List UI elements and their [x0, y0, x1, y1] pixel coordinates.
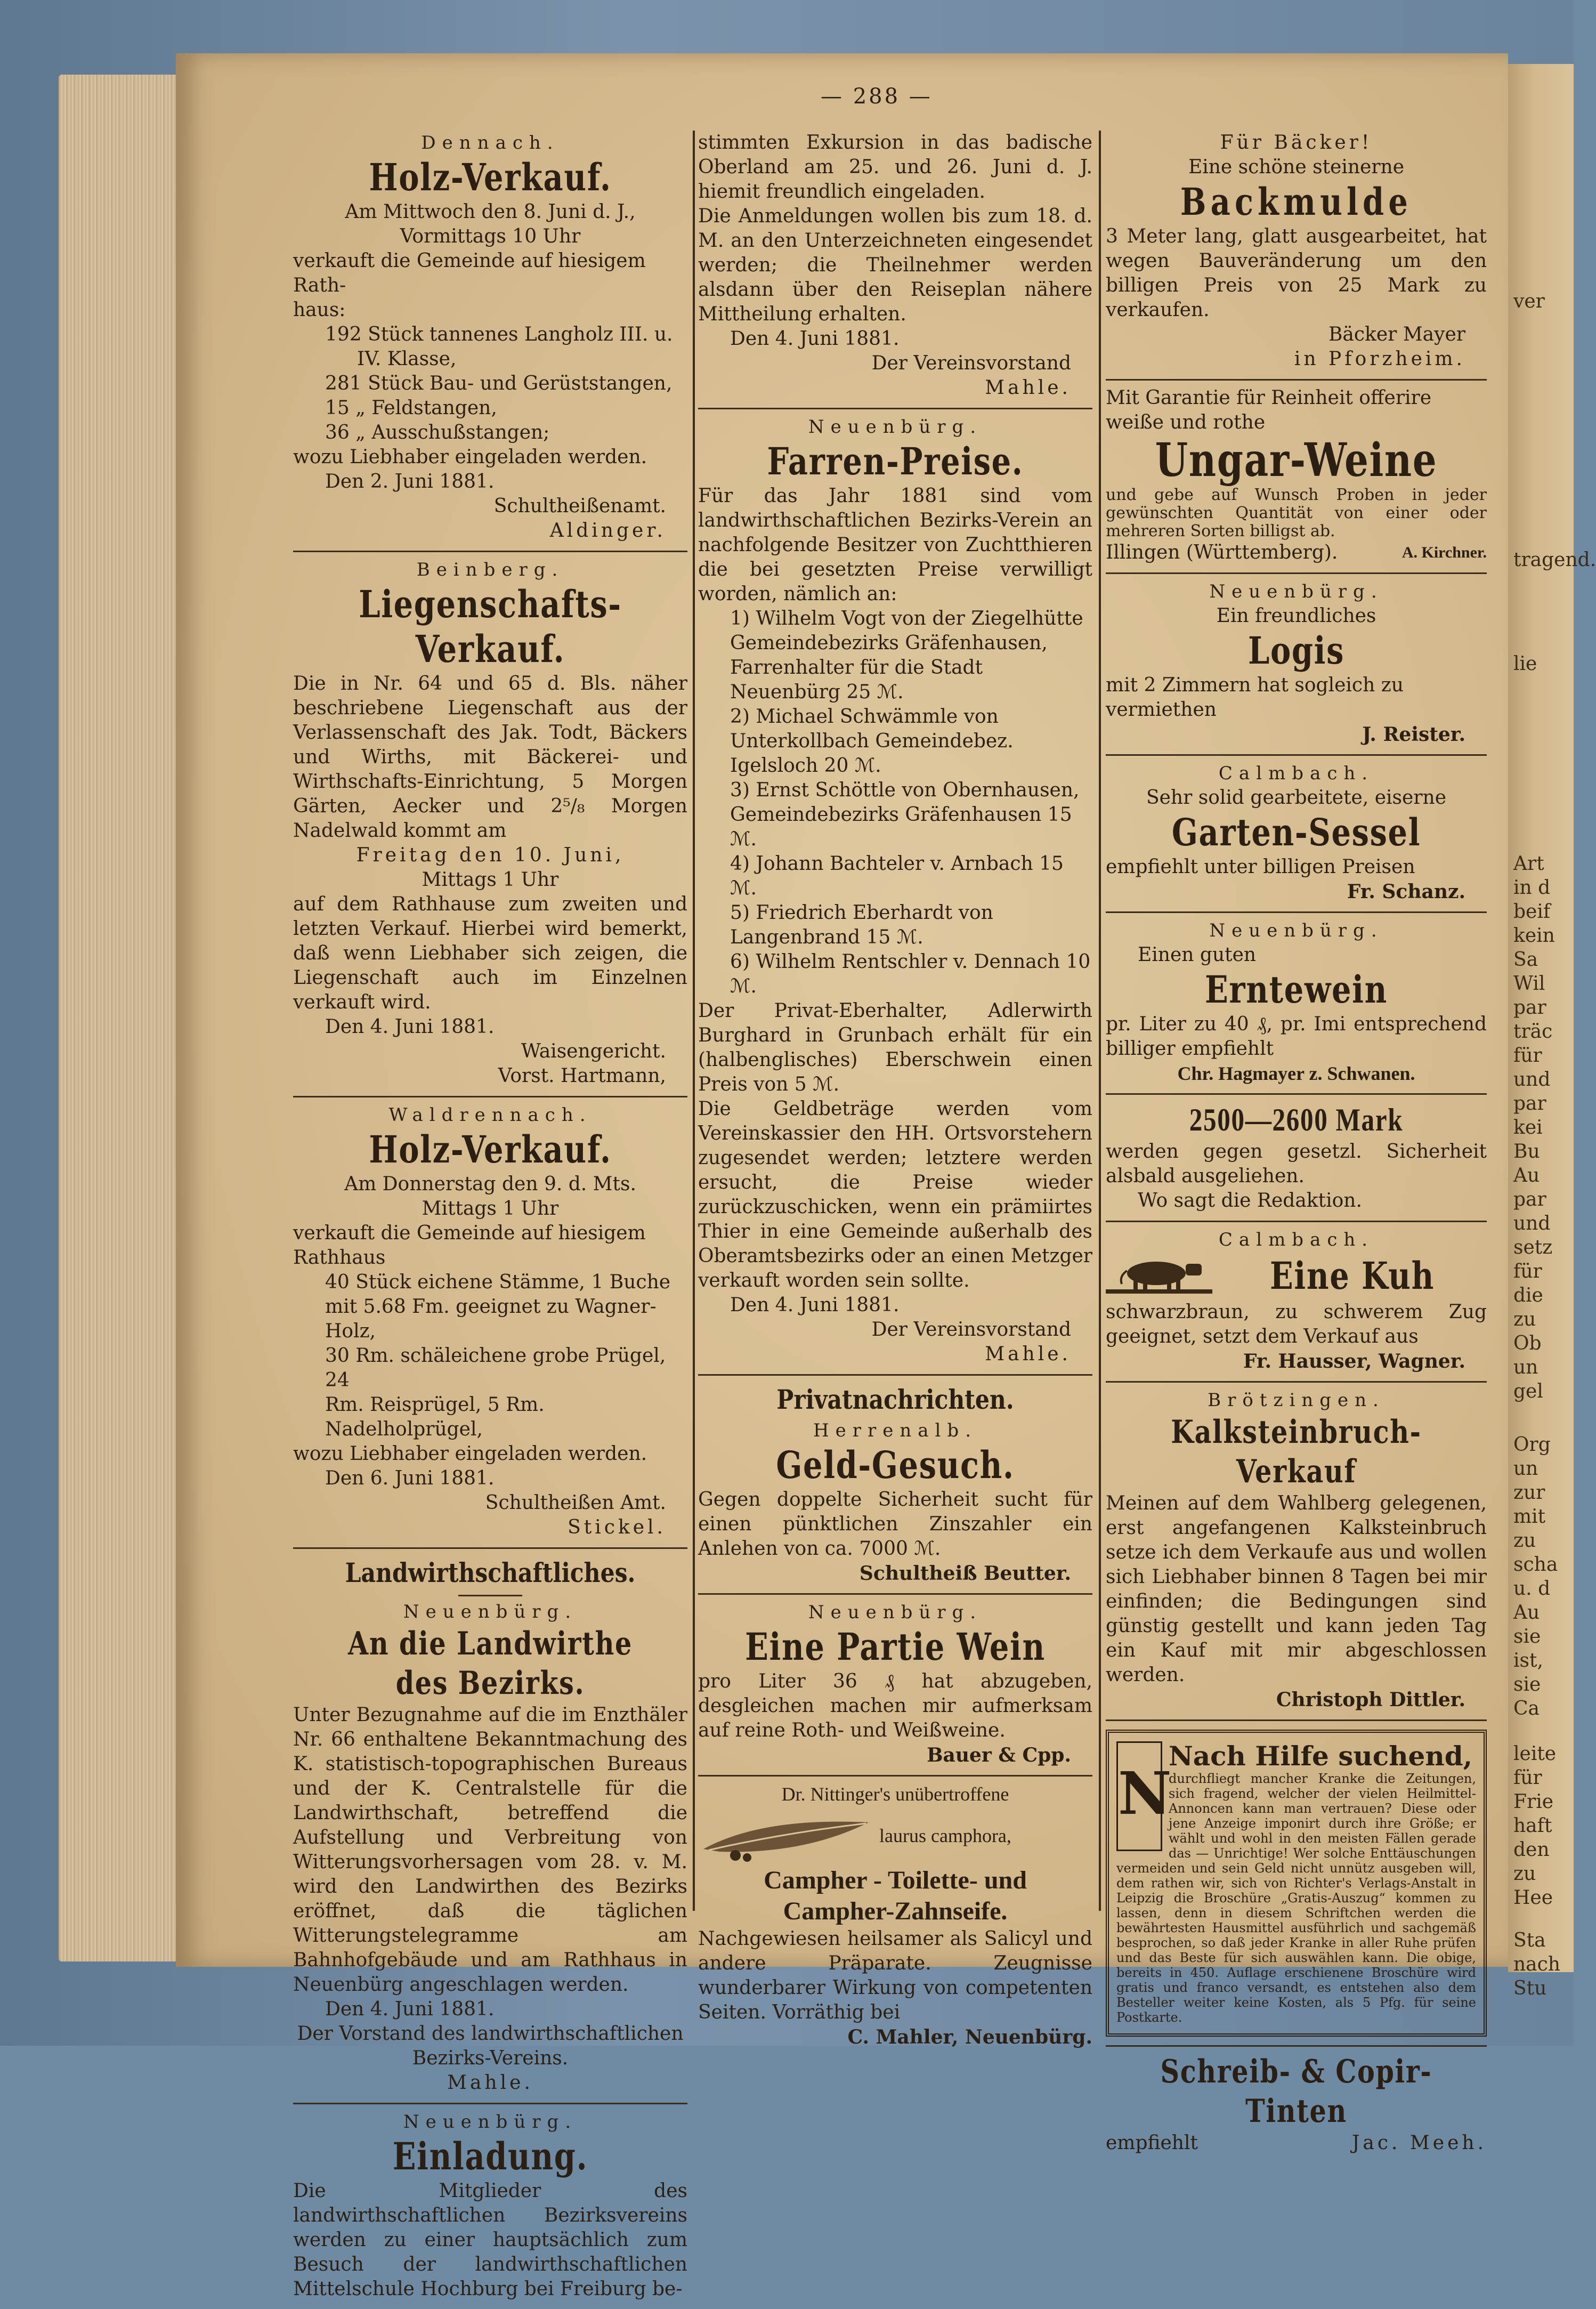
ad-geld-gesuch: [698, 1418, 1092, 1586]
ad-kalksteinbruch: [1106, 1388, 1487, 1712]
ad-einladung-continued: [698, 131, 1092, 400]
ad-headline: Logis: [1247, 628, 1345, 673]
ad-body: empfiehlt unter billigen Preisen: [1106, 856, 1415, 878]
short-divider: [458, 1595, 522, 1596]
next-page-fragment: Ob: [1513, 1333, 1542, 1354]
ad-item: 30 Rm. schäleichene grobe Prügel, 24: [325, 1345, 666, 1391]
ad-date: Den 4. Juni 1881.: [325, 1998, 495, 2020]
ad-signature: Bauer & Cpp.: [927, 1744, 1071, 1766]
divider: [1106, 379, 1487, 381]
ad-body: Die Geldbeträge werden vom Vereinskassier den HH. Ortsvorstehern zugesendet werden; letztere werden ersucht, die Preise wieder zurückzuschicken, wenn ein prämiirtes Thier in eine Gemeinde außerhalb des Oberamtsbezirks oder an einen Metzger verkauft worden sein sollte.: [698, 1098, 1092, 1291]
next-page-fragment: un: [1513, 1458, 1538, 1480]
next-page-fragment: par: [1513, 1189, 1546, 1210]
divider: [1106, 1093, 1487, 1095]
ad-leaf-row: [698, 1806, 1092, 1865]
ad-line: Einen guten: [1138, 944, 1257, 966]
column-rule-1: [693, 131, 695, 1911]
ad-body: Die in Nr. 64 und 65 d. Bls. näher beschriebene Liegenschaft aus der Verlassenschaft des Jak. Todt, Bäckers und Wirths, mit Bäckerei- und Wirthschafts-Einrichtung, 5 Morgen Gärten, Aecker und 2⁵/₈ Morgen Nadelwald kommt am: [293, 673, 687, 842]
ad-signature: Stickel.: [568, 1516, 666, 1538]
ad-signature: A. Kirchner.: [1401, 544, 1487, 561]
ad-2500-mark: [1106, 1100, 1487, 1213]
ad-item: IV. Klasse,: [357, 348, 457, 370]
divider: [293, 551, 687, 552]
ad-body: Meinen auf dem Wahlberg gelegenen, erst angefangenen Kalksteinbruch setze ich dem Verkaufe aus und wollen sich Liebhaber binnen 8 Tagen bei mir einfinden; die Bedingungen sind günstig gestellt und kann jeden Tag ein Kauf mit mir abgeschlossen werden.: [1106, 1492, 1487, 1686]
ad-line: haus:: [293, 299, 346, 321]
page-number: — 288 —: [821, 84, 933, 109]
ad-signature: Aldinger.: [549, 520, 666, 542]
next-page-fragment: den: [1513, 1839, 1550, 1861]
ad-signature: Mahle.: [985, 377, 1071, 399]
next-page-fragment: zu: [1513, 1309, 1536, 1330]
laurel-leaf-icon: [698, 1806, 879, 1865]
ad-signature: Jac. Meeh.: [1351, 2132, 1487, 2154]
next-page-fragment: u. d: [1513, 1578, 1551, 1600]
next-page-fragment: setz: [1513, 1237, 1553, 1258]
ad-farren-preise: [698, 415, 1092, 1367]
ad-body: Unter Bezugnahme auf die im Enzthäler Nr. 66 enthaltene Bekanntmachung des K. statistisch-topographischen Bureaus und der K. Centralstelle für die Landwirthschaft, betreffend die Aufstellung und Verbreitung von Witterungsvorhersagen vom 28. v. M. wird den Landwirthen des Bezirks eröffnet, daß die täglichen Witterungstelegramme am Bahnhofgebäude und am Rathhaus in Neuenbürg angeschlagen werden.: [293, 1704, 687, 1996]
column-2: [698, 131, 1092, 2057]
divider: [1106, 1221, 1487, 1222]
ad-body: auf dem Rathhause zum zweiten und letzten Verkauf. Hierbei wird bemerkt, daß wenn Liebhaber sich zeigen, die Liegenschaft auch im Einzelnen verkauft wird.: [293, 893, 687, 1013]
next-page-fragment: ver: [1513, 290, 1545, 312]
ad-item: 281 Stück Bau- und Gerüststangen,: [325, 373, 673, 394]
next-page-fragment: Au: [1513, 1602, 1540, 1624]
ad-place: Neuenbürg.: [1209, 920, 1383, 941]
next-page-fragment: beif: [1513, 901, 1551, 923]
ad-date: Den 4. Juni 1881.: [325, 1016, 495, 1038]
ad-headline: Farren-Preise.: [767, 439, 1024, 483]
ad-signature: Schultheißenamt.: [493, 495, 666, 517]
ad-hilfe-suchend-box: [1106, 1730, 1487, 2037]
ad-heading: Für Bäcker!: [1220, 132, 1373, 154]
divider: [1106, 911, 1487, 913]
next-page-fragment: lie: [1513, 653, 1537, 675]
ad-place: Dennach.: [421, 132, 560, 154]
next-page-fragment: sie: [1513, 1626, 1541, 1648]
ad-line: Vormittags 10 Uhr: [400, 225, 581, 247]
next-page-fragment: scha: [1513, 1554, 1558, 1576]
ad-body: und gebe auf Wunsch Proben in jeder gewünschten Quantität von einer oder mehreren Sorten billigst ab.: [1106, 486, 1487, 540]
next-page-fragment: für: [1513, 1767, 1542, 1789]
ad-line: wozu Liebhaber eingeladen werden.: [293, 1443, 647, 1465]
next-page-fragment: nach: [1513, 1953, 1560, 1975]
ad-signature: Chr. Hagmayer z. Schwanen.: [1177, 1063, 1415, 1084]
next-page-fragment: zu: [1513, 1863, 1536, 1885]
divider: [698, 1775, 1092, 1777]
divider: [1106, 2045, 1487, 2047]
ad-line: Mittags 1 Uhr: [422, 1198, 559, 1220]
next-page-fragment: par: [1513, 997, 1546, 1019]
ad-signature: Bäcker Mayer: [1328, 324, 1465, 345]
ad-place: Neuenbürg.: [403, 2111, 578, 2133]
ad-headline: Geld-Gesuch.: [776, 1443, 1015, 1487]
divider: [1106, 572, 1487, 574]
ad-signature: Schultheißen Amt.: [485, 1492, 666, 1514]
next-page-fragment: gel: [1513, 1380, 1543, 1402]
divider: [293, 1547, 687, 1549]
ad-signature-row: [1106, 540, 1487, 565]
ad-signature: Mahle.: [447, 2072, 533, 2094]
ad-body: Nachgewiesen heilsamer als Salicyl und andere Präparate. Zeugnisse wunderbarer Wirkung von competenten Seiten. Vorräthig bei: [698, 1928, 1092, 2023]
next-page-fragment: für: [1513, 1045, 1542, 1067]
section-title: Privatnachrichten.: [776, 1384, 1014, 1415]
ad-body: Gegen doppelte Sicherheit sucht für einen pünktlichen Zinszahler ein Anlehen von ca. 7000 ℳ.: [698, 1489, 1092, 1560]
ad-item: mit 5.68 Fm. geeignet zu Wagner-Holz,: [325, 1296, 657, 1342]
column-1: [293, 131, 687, 2309]
ad-signature: Illingen (Württemberg).: [1106, 542, 1338, 563]
ad-signature: Der Vorstand des landwirthschaftlichen: [297, 2023, 684, 2045]
ad-signature: Fr. Hausser, Wagner.: [1243, 1350, 1465, 1373]
column-rule-2: [1099, 131, 1101, 1911]
cow-icon: [1106, 1252, 1212, 1300]
ad-body: werden gegen gesetzl. Sicherheit alsbald ausgeliehen.: [1106, 1141, 1487, 1187]
ad-signature: Bezirks-Vereins.: [412, 2047, 569, 2069]
ad-headline: 2500—2600 Mark: [1189, 1102, 1404, 1137]
next-page-fragment: Org: [1513, 1434, 1551, 1456]
ad-signature: Der Vereinsvorstand: [871, 352, 1071, 374]
list-item: 2) Michael Schwämmle von Unterkollbach Gemeindebez. Igelsloch 20 ℳ.: [730, 706, 1014, 777]
ad-place: Waldrennach.: [388, 1104, 592, 1126]
ad-date: Den 2. Juni 1881.: [325, 471, 495, 493]
next-page-fragment: und: [1513, 1069, 1551, 1091]
next-page-fragment: sie: [1513, 1674, 1541, 1696]
ad-place: Calmbach.: [1218, 1229, 1374, 1250]
ad-line: verkauft die Gemeinde auf hiesigem Rath-: [293, 250, 646, 296]
ad-backmulde: [1106, 131, 1487, 372]
ad-line: empfiehlt: [1106, 2132, 1198, 2154]
ad-place: Neuenbürg.: [808, 1602, 983, 1623]
ad-line: laurus camphora,: [879, 1825, 1011, 1846]
ad-date: Den 4. Juni 1881.: [730, 328, 900, 350]
ad-body: pr. Liter zu 40 ₰, pr. Imi entsprechend billiger empfiehlt: [1106, 1013, 1487, 1060]
ad-signature: Christoph Dittler.: [1276, 1689, 1465, 1711]
next-page-fragment: Hee: [1513, 1887, 1553, 1909]
ad-kuh: [1106, 1228, 1487, 1374]
ad-headline: Liegenschafts-Verkauf.: [359, 582, 622, 671]
ad-line: wozu Liebhaber eingeladen werden.: [293, 446, 647, 468]
ad-signature: Mahle.: [985, 1343, 1071, 1365]
next-page-fragment: für: [1513, 1261, 1542, 1282]
ad-headline-row: [1106, 1252, 1487, 1300]
ad-headline: Ungar-Weine: [1155, 433, 1438, 487]
ad-erntewein: [1106, 918, 1487, 1086]
ad-item: 15 „ Feldstangen,: [325, 397, 497, 419]
ad-einladung: [293, 2110, 687, 2302]
ad-line: Freitag den 10. Juni,: [356, 844, 625, 866]
ad-place: Calmbach.: [1218, 763, 1374, 784]
next-page-strip: [1508, 64, 1596, 1999]
ad-signature: Der Vereinsvorstand: [871, 1319, 1071, 1341]
ad-headline: Erntewein: [1205, 967, 1388, 1012]
ad-place: Neuenbürg.: [1209, 581, 1383, 602]
ad-line: Mit Garantie für Reinheit offerire weiße und rothe: [1106, 387, 1432, 433]
next-page-fragment: Stu: [1513, 1977, 1547, 1999]
ad-headline: Eine Kuh: [1269, 1254, 1435, 1298]
ornamental-initial: N: [1116, 1741, 1162, 1851]
ad-body: mit 2 Zimmern hat sogleich zu vermiethen: [1106, 674, 1404, 721]
next-page-fragment: Wil: [1513, 973, 1545, 995]
ad-headline: Eine Partie Wein: [745, 1625, 1046, 1669]
ad-body: Für das Jahr 1881 sind vom landwirthschaftlichen Bezirks-Verein an nachfolgende Besitzer von Zuchtthieren die bei gesetzten Preise verwilligt worden, nämlich an:: [698, 485, 1092, 605]
ad-signature-row: [1106, 2131, 1487, 2155]
ad-headline: Schreib- & Copir-Tinten: [1160, 2053, 1432, 2130]
next-page-fragment: Art: [1513, 853, 1544, 875]
next-page-fragment: und: [1513, 1213, 1551, 1234]
list-item: 5) Friedrich Eberhardt von Langenbrand 15 ℳ.: [730, 902, 993, 948]
ad-signature: Waisengericht.: [521, 1040, 666, 1062]
next-page-fragment: kei: [1513, 1117, 1543, 1139]
ad-partie-wein: [698, 1600, 1092, 1767]
ad-body: Die Anmeldungen wollen bis zum 18. d. M. an den Unterzeichneten eingesendet werden; die Theilnehmer werden alsdann über den Reiseplan nähere Mittheilung erhalten.: [698, 205, 1092, 325]
ad-holz-verkauf-dennach: [293, 131, 687, 543]
ad-signature: in Pforzheim.: [1294, 348, 1465, 370]
ad-garten-sessel: [1106, 761, 1487, 904]
divider: [698, 1593, 1092, 1595]
ad-place: Neuenbürg.: [403, 1601, 578, 1622]
ad-ungar-weine: [1106, 386, 1487, 565]
list-item: 3) Ernst Schöttle von Obernhausen, Gemeindebezirks Gräfenhausen 15 ℳ.: [730, 779, 1080, 850]
column-3: [1106, 131, 1487, 2163]
next-page-fragment: die: [1513, 1285, 1543, 1306]
next-page-fragment: kein: [1513, 925, 1555, 947]
ad-line: verkauft die Gemeinde auf hiesigem Rathhaus: [293, 1222, 646, 1269]
ad-place: Beinberg.: [416, 559, 564, 580]
ad-place: Herrenalb.: [813, 1420, 977, 1441]
ad-line: Dr. Nittinger's unübertroffene: [781, 1783, 1009, 1805]
next-page-fragment: zu: [1513, 1530, 1536, 1552]
list-item: 4) Johann Bachteler v. Arnbach 15 ℳ.: [730, 853, 1064, 899]
divider: [293, 1096, 687, 1097]
ad-line: Am Mittwoch den 8. Juni d. J.,: [345, 201, 636, 223]
ad-body: pro Liter 36 ₰ hat abzugeben, desgleichen machen mir aufmerksam auf reine Roth- und Weißweine.: [698, 1670, 1092, 1741]
ad-line: Am Donnerstag den 9. d. Mts.: [344, 1173, 636, 1195]
ad-headline: An die Landwirthe des Bezirks.: [348, 1625, 633, 1702]
divider: [1106, 1381, 1487, 1383]
ad-logis: [1106, 579, 1487, 747]
list-item: 1) Wilhelm Vogt von der Ziegelhütte Gemeindebezirks Gräfenhausen, Farrenhalter für die Stadt Neuenbürg 25 ℳ.: [730, 608, 1083, 703]
next-page-fragment: leite: [1513, 1743, 1557, 1765]
ad-item: 40 Stück eichene Stämme, 1 Buche: [325, 1271, 671, 1293]
ad-item: Rm. Reisprügel, 5 Rm. Nadelholprügel,: [325, 1394, 545, 1440]
ad-headline: Einladung.: [392, 2134, 588, 2178]
divider: [698, 1374, 1092, 1376]
ad-line: Sehr solid gearbeitete, eiserne: [1146, 787, 1447, 809]
ad-copir-tinten: [1106, 2052, 1487, 2155]
ad-campher: [698, 1782, 1092, 2049]
ad-liegenschafts-verkauf: [293, 558, 687, 1088]
next-page-fragment: Au: [1513, 1165, 1540, 1186]
next-page-fragment: Frie: [1513, 1791, 1554, 1813]
ad-line: Wo sagt die Redaktion.: [1138, 1190, 1362, 1212]
ad-headline: Holz-Verkauf.: [369, 1127, 612, 1172]
ad-place: Neuenbürg.: [808, 416, 983, 438]
section-title: Landwirthschaftliches.: [345, 1557, 636, 1588]
next-page-fragment: par: [1513, 1093, 1546, 1115]
next-page-fragment: träc: [1513, 1021, 1553, 1043]
ad-body: durchfliegt mancher Kranke die Zeitungen, sich fragend, welcher der vielen Heilmittel-Annoncen kann man vertrauen? Diese oder jene Anzeige imponirt durch ihre Größe; er wählt und wohl in den meisten Fällen gerade das — Unrichtige! Wer solche Enttäuschungen vermeiden und sein Geld nicht unnütz ausgeben will, dem rathen wir, sich von Richter's Verlags-Anstalt in Leipzig die Broschüre „Gratis-Auszug“ kommen zu lassen, denn in diesem Schriftchen werden die bewährtesten Hausmittel ausführlich und sachgemäß besprochen, so daß jeder Kranke in aller Ruhe prüfen und das Beste für sich auswählen kann. Die obige, bereits in 450. Auflage erschienene Broschüre wird gratis und franco versandt, es entstehen also dem Besteller weiter keine Kosten, als 5 Pfg. für seine Postkarte.: [1116, 1771, 1476, 2025]
next-page-fragment: Sa: [1513, 949, 1538, 971]
next-page-fragment: un: [1513, 1357, 1538, 1378]
ad-signature: Schultheiß Beutter.: [859, 1562, 1071, 1585]
next-page-fragment: tragend.: [1513, 549, 1596, 571]
ad-signature: C. Mahler, Neuenbürg.: [847, 2026, 1092, 2048]
ad-headline: Holz-Verkauf.: [369, 155, 612, 199]
next-page-fragment: Ca: [1513, 1698, 1540, 1719]
ad-date: Den 4. Juni 1881.: [730, 1294, 900, 1316]
divider: [1106, 754, 1487, 756]
next-page-fragment: Sta: [1513, 1929, 1546, 1951]
next-page-fragment: Bu: [1513, 1141, 1540, 1162]
ad-body: Der Privat-Eberhalter, Adlerwirth Burghard in Grunbach erhält für ein (halbenglisches) Eberschwein einen Preis von 5 ℳ.: [698, 1000, 1092, 1095]
ad-body: 3 Meter lang, glatt ausgearbeitet, hat wegen Bauveränderung um den billigen Preis von 25 Mark zu verkaufen.: [1106, 225, 1487, 321]
ad-signature: Fr. Schanz.: [1347, 881, 1465, 903]
next-page-fragment: haft: [1513, 1815, 1552, 1837]
ad-body: schwarzbraun, zu schwerem Zug geeignet, setzt dem Verkauf aus: [1106, 1301, 1487, 1347]
ad-date: Den 6. Juni 1881.: [325, 1467, 495, 1489]
ad-line: Mittags 1 Uhr: [422, 869, 559, 891]
ad-headline: Campher-Zahnseife.: [783, 1897, 1008, 1925]
list-item: 6) Wilhelm Rentschler v. Dennach 10 ℳ.: [730, 951, 1091, 997]
ad-headline: Campher - Toilette- und: [764, 1866, 1027, 1894]
next-page-fragment: in d: [1513, 877, 1551, 899]
ad-holz-verkauf-waldrennach: [293, 1103, 687, 1540]
ad-place: Brötzingen.: [1208, 1390, 1385, 1411]
ad-line: Ein freundliches: [1216, 605, 1376, 627]
ad-landwirthe: [293, 1600, 687, 2095]
ad-item: 192 Stück tannenes Langholz III. u.: [325, 324, 673, 345]
ad-signature: J. Reister.: [1362, 723, 1465, 746]
ad-body: stimmten Exkursion in das badische Oberland am 25. und 26. Juni d. J. hiemit freundlich eingeladen.: [698, 132, 1092, 203]
ad-line: Eine schöne steinerne: [1188, 156, 1405, 178]
ad-headline: Kalksteinbruch-Verkauf: [1171, 1414, 1422, 1490]
ad-headline: Nach Hilfe suchend,: [1169, 1740, 1473, 1772]
ad-signature: Vorst. Hartmann,: [498, 1065, 666, 1087]
next-page-fragment: ist,: [1513, 1650, 1543, 1672]
ad-item: 36 „ Ausschußstangen;: [325, 422, 550, 443]
next-page-fragment: mit: [1513, 1506, 1546, 1528]
divider: [293, 2103, 687, 2104]
ad-headline: Garten-Sessel: [1171, 810, 1421, 854]
divider: [1106, 1719, 1487, 1721]
ad-body: Die Mitglieder des landwirthschaftlichen Bezirksvereins werden zu einer hauptsächlich zum Besuch der landwirthschaftlichen Mittelschule Hochburg bei Freiburg be-: [293, 2180, 687, 2300]
ad-headline: Backmulde: [1180, 180, 1413, 224]
next-page-fragment: zur: [1513, 1482, 1545, 1504]
divider: [698, 408, 1092, 409]
